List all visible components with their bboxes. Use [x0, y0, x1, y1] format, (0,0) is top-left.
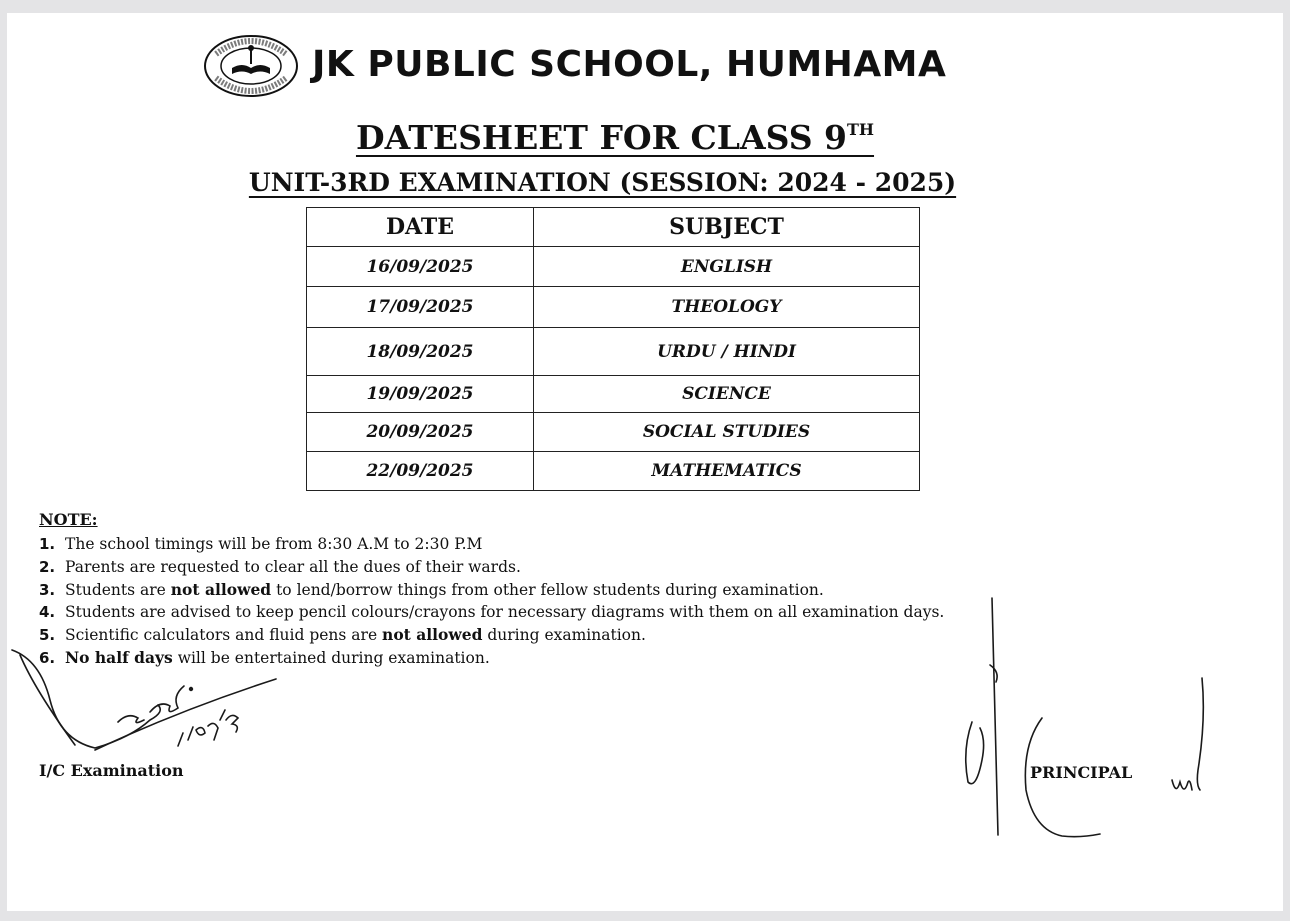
- note-number: 4.: [39, 603, 56, 622]
- note-number: 3.: [39, 580, 56, 599]
- note-text: Parents are requested to clear all the dues of their wards.: [65, 557, 521, 576]
- note-text: The school timings will be from 8:30 A.M to 2:30 P.M: [65, 535, 483, 553]
- ic-examination-label: I/C Examination: [39, 761, 184, 780]
- row-subject: SOCIAL STUDIES: [534, 413, 920, 452]
- note-emphasis: not allowed: [170, 579, 272, 599]
- note-emphasis: not allowed: [382, 625, 483, 645]
- row-date: 17/09/2025: [307, 287, 534, 328]
- note-number: 6.: [39, 648, 56, 667]
- row-subject: ENGLISH: [534, 247, 920, 287]
- title-superscript: TH: [847, 120, 875, 139]
- note-text-end: will be entertained during examination.: [172, 648, 490, 667]
- note-number: 5.: [39, 626, 56, 645]
- row-date: 16/09/2025: [307, 247, 534, 287]
- title-main: DATESHEET FOR CLASS 9: [355, 118, 847, 157]
- note-text: Scientific calculators and fluid pens are: [65, 626, 383, 645]
- row-date: 18/09/2025: [307, 328, 534, 376]
- note-emphasis: No half days: [65, 647, 173, 667]
- note-number: 1.: [39, 535, 56, 553]
- principal-label: PRINCIPAL: [1030, 763, 1133, 782]
- note-heading: NOTE:: [39, 510, 98, 529]
- column-header-date: DATE: [307, 208, 534, 247]
- note-text: Students are: [65, 580, 171, 599]
- note-number: 2.: [39, 557, 56, 576]
- row-subject: SCIENCE: [534, 376, 920, 413]
- row-subject: URDU / HINDI: [534, 328, 920, 376]
- school-name: JK PUBLIC SCHOOL, HUMHAMA: [312, 44, 947, 85]
- note-text: Students are advised to keep pencil colours/crayons for necessary diagrams with them on all examination days.: [65, 603, 945, 622]
- note-text-end: to lend/borrow things from other fellow students during examination.: [271, 580, 824, 599]
- row-date: 22/09/2025: [307, 452, 534, 491]
- row-subject: THEOLOGY: [534, 287, 920, 328]
- row-date: 19/09/2025: [307, 376, 534, 413]
- column-header-subject: SUBJECT: [534, 208, 920, 247]
- row-subject: MATHEMATICS: [534, 452, 920, 491]
- row-date: 20/09/2025: [307, 413, 534, 452]
- note-text-end: during examination.: [482, 626, 646, 645]
- exam-subtitle: UNIT-3RD EXAMINATION (SESSION: 2024 - 2025): [248, 168, 957, 197]
